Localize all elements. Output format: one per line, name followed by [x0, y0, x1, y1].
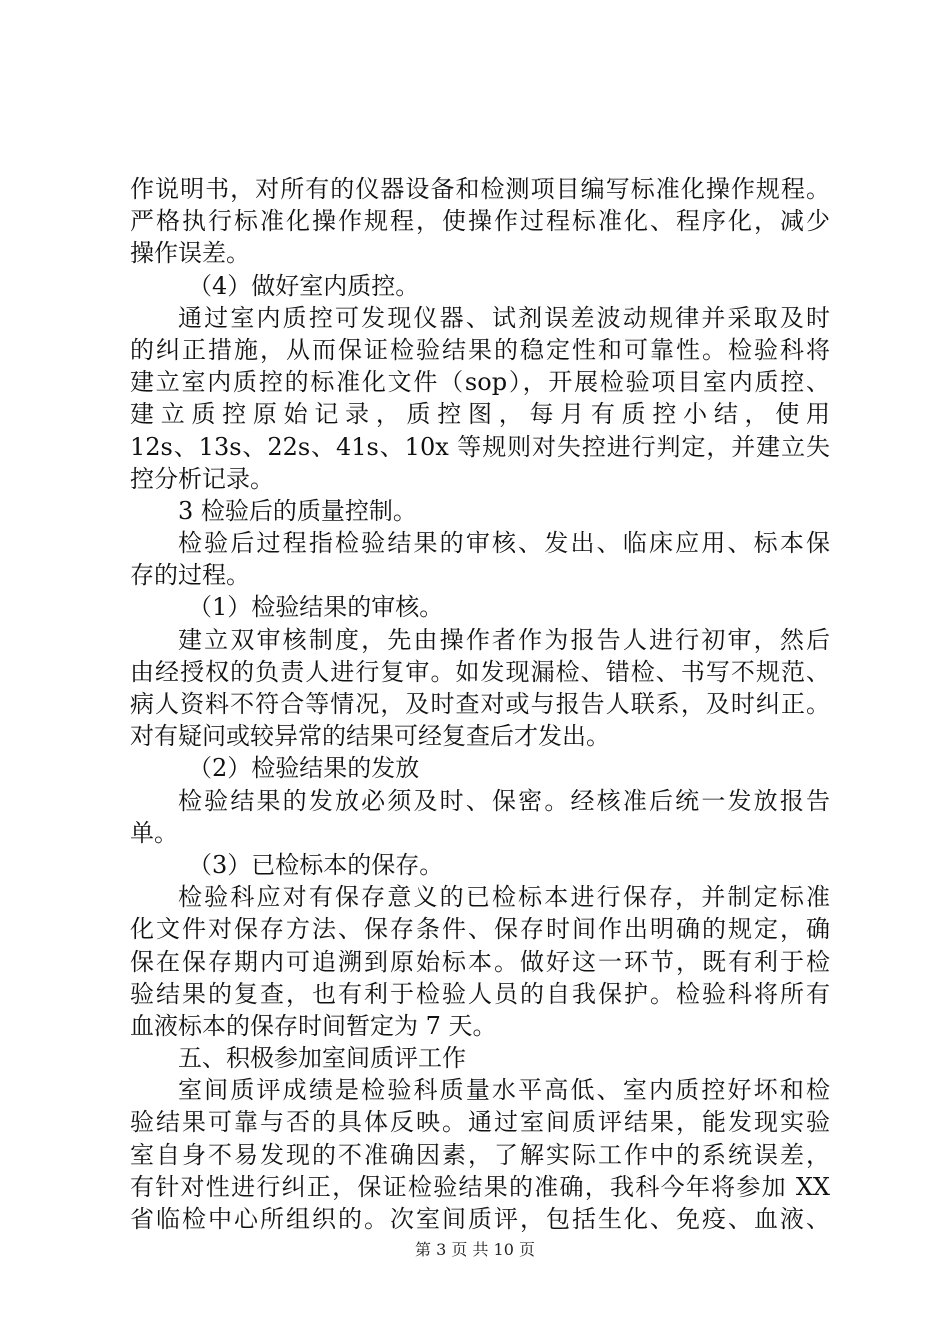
subheading: 3 检验后的质量控制。 — [178, 496, 417, 525]
text-line: 有针对性进行纠正，保证检验结果的准确，我科今年将参加 XX — [130, 1172, 830, 1201]
text-line: 室间质评成绩是检验科质量水平高低、室内质控好坏和检 — [178, 1076, 830, 1105]
subheading: （1）检验结果的审核。 — [188, 593, 444, 622]
text-line: 对有疑问或较异常的结果可经复查后才发出。 — [130, 722, 610, 751]
text-line: 作说明书，对所有的仪器设备和检测项目编写标准化操作规程。 — [130, 175, 830, 203]
text-line: 检验科应对有保存意义的已检标本进行保存，并制定标准 — [178, 883, 830, 912]
section-heading: 五、积极参加室间质评工作 — [178, 1044, 466, 1073]
page-number-footer: 第 3 页 共 10 页 — [415, 1240, 535, 1259]
text-line: 单。 — [130, 818, 178, 847]
text-line: 的纠正措施，从而保证检验结果的稳定性和可靠性。检验科将 — [130, 335, 830, 364]
text-line: 验结果可靠与否的具体反映。通过室间质评结果，能发现实验 — [130, 1108, 830, 1137]
text-line: 血液标本的保存时间暂定为 7 天。 — [130, 1011, 497, 1040]
text-line: 化文件对保存方法、保存条件、保存时间作出明确的规定，确 — [130, 915, 830, 944]
text-line: 12s、13s、22s、41s、10x 等规则对失控进行判定，并建立失 — [130, 432, 830, 461]
subheading: （4）做好室内质控。 — [188, 271, 420, 300]
text-line: 检验后过程指检验结果的审核、发出、临床应用、标本保 — [178, 529, 830, 558]
text-line: 控分析记录。 — [130, 464, 274, 493]
text-line: 省临检中心所组织的。次室间质评，包括生化、免疫、血液、 — [130, 1205, 830, 1233]
subheading: （2）检验结果的发放 — [188, 754, 420, 783]
body-text — [130, 173, 830, 1235]
text-line: 建立室内质控的标准化文件（sop），开展检验项目室内质控、 — [130, 368, 830, 397]
text-line: 保在保存期内可追溯到原始标本。做好这一环节，既有利于检 — [130, 947, 830, 976]
text-line: 检验结果的发放必须及时、保密。经核准后统一发放报告 — [178, 786, 830, 815]
text-line: 存的过程。 — [130, 561, 250, 590]
text-line: 病人资料不符合等情况，及时查对或与报告人联系，及时纠正。 — [130, 690, 830, 718]
text-line: 验结果的复查，也有利于检验人员的自我保护。检验科将所有 — [130, 979, 830, 1008]
text-line: 建立双审核制度，先由操作者作为报告人进行初审，然后 — [178, 625, 830, 654]
text-line: 操作误差。 — [130, 239, 250, 268]
text-line: 通过室内质控可发现仪器、试剂误差波动规律并采取及时 — [178, 303, 830, 332]
text-line: 严格执行标准化操作规程，使操作过程标准化、程序化，减少 — [130, 207, 830, 236]
text-line: 由经授权的负责人进行复审。如发现漏检、错检、书写不规范、 — [130, 657, 830, 686]
text-line: 室自身不易发现的不准确因素，了解实际工作中的系统误差， — [130, 1140, 830, 1169]
text-line: 建立质控原始记录，质控图，每月有质控小结，使用 — [130, 400, 830, 429]
subheading: （3）已检标本的保存。 — [188, 850, 444, 879]
